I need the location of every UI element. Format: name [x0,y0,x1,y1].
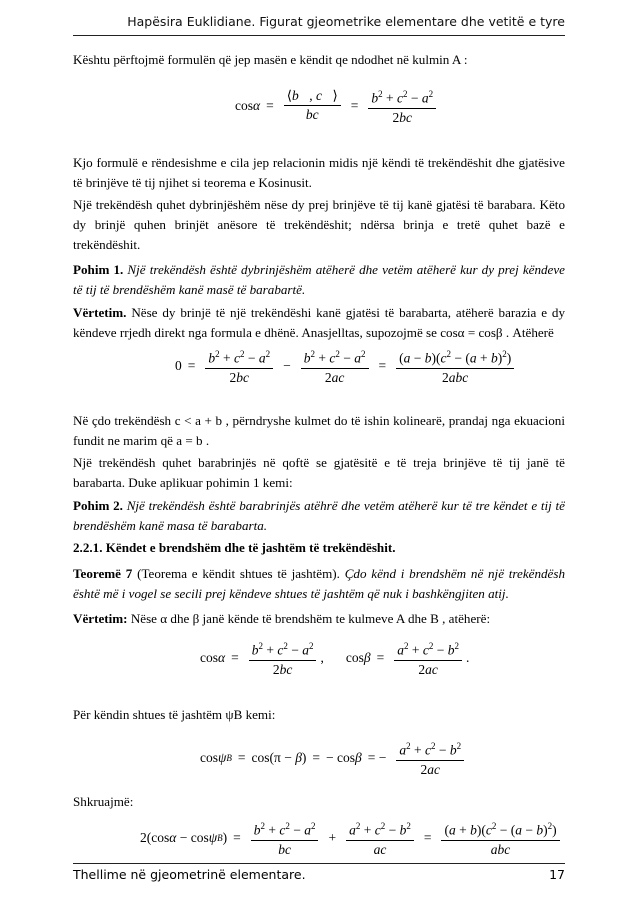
teorem-7-label: Teoremë 7 [73,566,133,581]
vertetim-1-text: Nëse dy brinjë të një trekëndëshi kanë gjatësi të barabarta, atëherë barazia e dy këndeve rrjedh direkt nga formula e dhënë. Anasjelltas, supozojmë se cosα = cosβ . Atëherë [73,305,565,340]
equation-cos-alpha-beta: cos α = $\frac{b^2 + c^2 - a^2}{2bc}$ , cos β = $\frac{a^2 + c^2 - b^2}{2ac}$ . [200,638,469,678]
pohim-1-text: Një trekëndësh është dybrinjëshëm atëherë dhe vetëm atëherë kur dy prej këndeve të tij të brendëshëm kanë masë të barabartë. [73,262,565,297]
vertetim-2-text: Nëse α dhe β janë kënde të brendshëm te kulmeve A dhe B , atëherë: [130,611,491,626]
paragraph-vertetim-1 [73,303,565,343]
vertetim-1-label: Vërtetim. [73,305,127,320]
teorem-7-paren: (Teorema e këndit shtues të jashtëm). [137,566,340,581]
paragraph-law-of-cosines: Kjo formulë e rëndesishme e cila jep relacionin midis një këndi të trekëndëshit dhe gjatësive të brinjëve të tij njihet si teorema e Kosinusit. [73,155,565,190]
footer-rule [73,863,565,864]
paragraph-intro: Kështu përftojmë formulën që jep masën e këndit qe ndodhet në kulmin A : [73,52,468,67]
header-rule [73,35,565,36]
paragraph-teorem-7 [73,564,565,604]
section-heading: 2.2.1. Këndet e brendshëm dhe të jashtëm të trekëndëshit. [73,540,396,555]
teorem-7-text: Çdo kënd i brendshëm në një trekëndësh është më i vogel se secili prej këndeve shtues të jashtëm që nuk i bashkëngjiten atij. [73,566,565,601]
equation-difference: 2(cos α − cos ψ B ) = $\frac{b^2 + c^2 - a^2}{bc}$ + $\frac{a^2 + c^2 - b^2}{ac}$ = $\frac{(a + b)(c^2 - (a - b)^2)}{\text{abc}}$ [140,818,564,858]
paragraph-vertetim-2 [73,609,565,629]
equation-cosine-angle: cos α = $\frac{⟨b⃗, c⃗⟩}{bc}$ = $\frac{b^2 + c^2 - a^2}{2bc}$ [235,86,440,126]
paragraph-triangle-inequality: Në çdo trekëndësh c < a + b , përndryshe kulmet do të ishin kolinearë, prandaj nga ekuacioni fundit ne marim që a = b . [73,413,565,448]
paragraph-isosceles-def: Një trekëndësh quhet dybrinjëshëm nëse dy prej brinjëve të tij kanë gjatësi të barabara. Këto dy brinjë quhen brinjët anësore të trekëndëshit; ndërsa brinja e tretë quhet bazë e trekëndëshit. [73,197,565,252]
paragraph-shkruajme: Shkruajmë: [73,794,134,809]
footer-book-title: Thellime në gjeometrinë elementare. [73,867,306,882]
vertetim-2-label: Vërtetim: [73,611,128,626]
running-header: Hapësira Euklidiane. Figurat gjeometrike elementare dhe vetitë e tyre [127,14,565,29]
equation-cos-psi: cos ψ B = cos(π − β) = − cos β = − $\frac{a^2 + c^2 - b^2}{2ac}$ [200,738,468,778]
paragraph-exterior-angle: Për këndin shtues të jashtëm ψB kemi: [73,707,276,722]
paragraph-pohim-1 [73,260,565,300]
equation-isosceles-proof: 0 = $\frac{b^2 + c^2 - a^2}{2bc}$ − $\frac{b^2 + c^2 - a^2}{2ac}$ = $\frac{(a - b)(c^2 - (a + b)^2)}{\text{2abc}}$ [175,346,518,386]
page-number: 17 [549,867,565,882]
pohim-2-text: Një trekëndësh është barabrinjës atëhrë dhe vetëm atëherë kur të tre këndet e tij të brendëshëm kanë masa të barabarta. [73,498,565,533]
pohim-2-label: Pohim 2. [73,498,123,513]
pohim-1-label: Pohim 1. [73,262,124,277]
paragraph-equilateral-def: Një trekëndësh quhet barabrinjës në qoftë se gjatësitë e të treja brinjëve të tij janë të barabarta. Duke aplikuar pohimin 1 kemi: [73,455,565,490]
paragraph-pohim-2 [73,496,565,536]
